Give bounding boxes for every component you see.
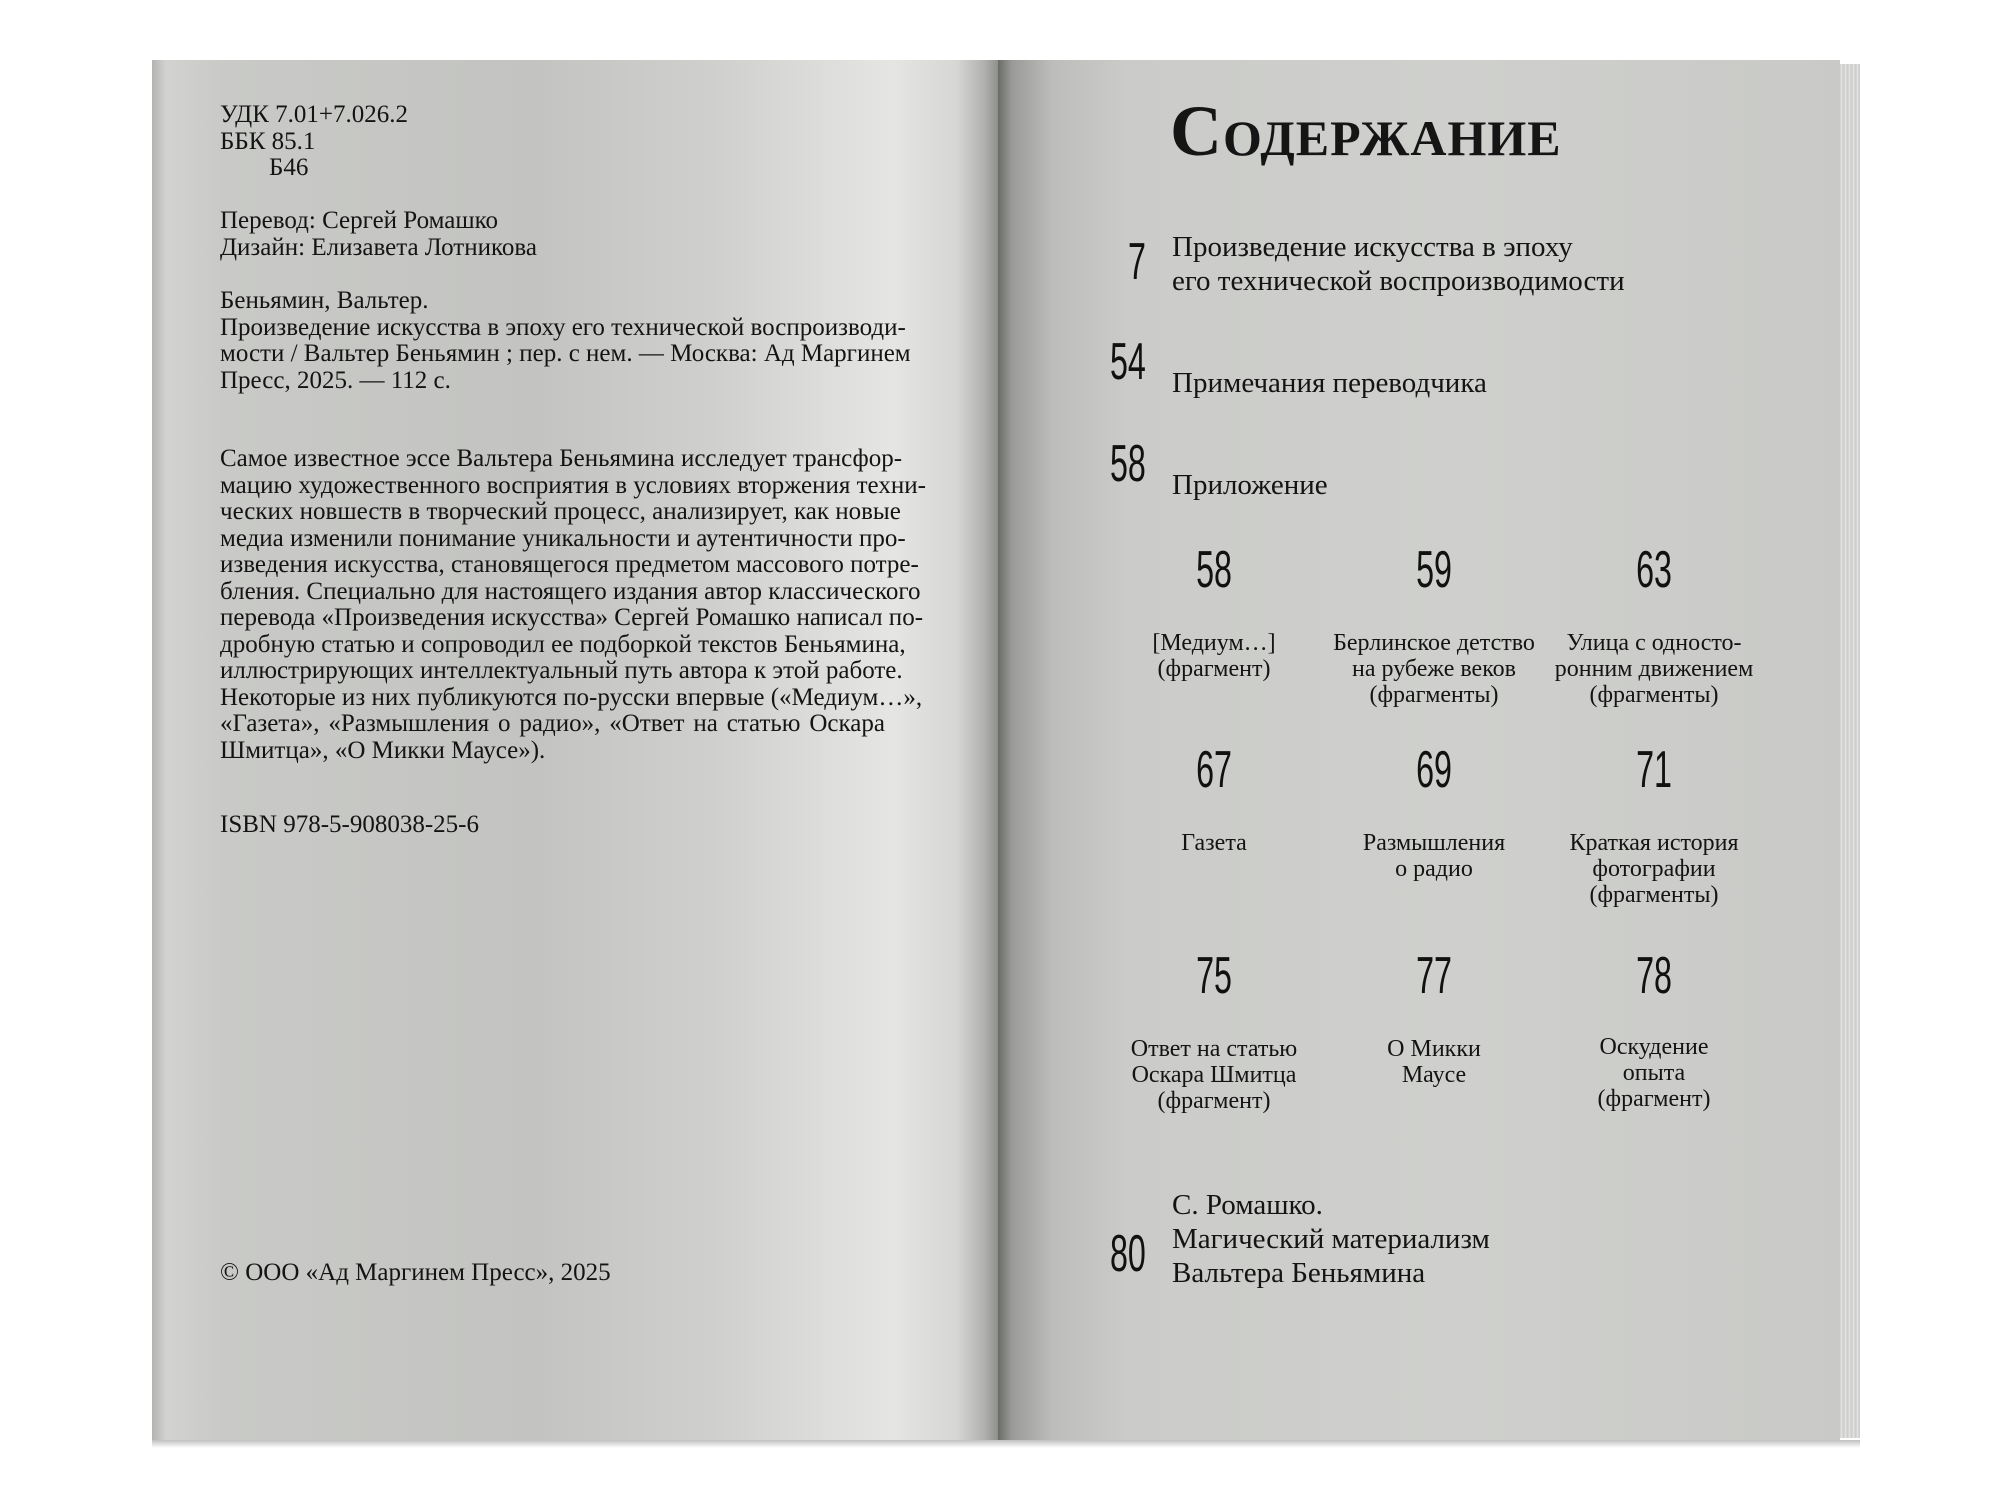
appendix-item [1329,1036,1539,1088]
annotation [220,445,926,764]
contents-title: Содержание [1170,91,1562,171]
bbk-code: ББК 85.1 [220,127,316,155]
appendix-item-line: Краткая история [1569,830,1739,856]
catalog-line: мости / Вальтер Беньямин ; пер. с нем. — Москва: Ад Маргинем [220,340,911,367]
appendix-page-number: 75 [1196,947,1232,1005]
appendix-item-line: Улица с односто- [1566,630,1742,656]
appendix-page-number: 78 [1636,947,1672,1005]
catalog-line: Произведение искусства в эпоху его технической воспроизводи- [220,313,906,341]
annotation-line: Самое известное эссе Вальтера Беньямина исследует трансфор- [220,445,903,472]
appendix-item-line: на рубеже веков [1352,656,1516,682]
annotation-line: медиа изменили понимание уникальности и аутентичности про- [220,524,906,552]
author-mark: Б46 [269,154,309,181]
annotation-line: изведения искусства, становящегося предметом массового потре- [220,551,919,578]
appendix-item-line: Газета [1181,830,1247,856]
toc-page-number: 7 [1128,233,1146,291]
appendix-page-number: 67 [1196,741,1232,799]
appendix-item-line: Ответ на статью [1130,1036,1298,1062]
appendix-item-line: (фрагменты) [1589,682,1719,708]
annotation-line: ческих новшеств в творческий процесс, анализирует, как новые [220,498,901,525]
appendix-item [1329,830,1539,882]
page-edges [1840,64,1860,1438]
toc-entry-line: его технической воспроизводимости [1172,265,1625,297]
appendix-item-line: О Микки [1387,1036,1481,1062]
annotation-line: перевода «Произведения искусства» Сергей Ромашко написал по- [220,604,924,631]
appendix-item-line: Оскара Шмитца [1131,1062,1297,1088]
isbn [220,812,479,839]
toc-entry-line: Магический материализм [1172,1223,1490,1255]
catalog-line: Беньямин, Вальтер. [220,287,429,314]
appendix-page-number: 59 [1416,541,1452,599]
toc-entry-essay [1172,230,1625,298]
annotation-line: «Газета», «Размышления о радио», «Ответ на статью Оскара [220,710,885,737]
appendix-item-line: Оскудение [1599,1034,1709,1060]
appendix-item-line: [Медиум…] [1152,630,1276,656]
appendix-item-line: (фрагменты) [1369,682,1499,708]
toc-entry-afterword [1172,1188,1490,1290]
toc-entry-appendix [1172,468,1328,502]
appendix-item-line: Размышления [1362,830,1506,856]
toc-page-number: 54 [1110,333,1146,391]
toc-entry-line: Приложение [1172,469,1328,501]
udk-code: УДК 7.01+7.026.2 [220,101,409,128]
toc-entry-line: С. Ромашко. [1172,1189,1323,1221]
catalog-record [220,287,911,394]
appendix-item-line: (фрагменты) [1589,882,1719,908]
appendix-item-line: Берлинское детство [1333,630,1535,656]
annotation-line: иллюстрирующих интеллектуальный путь автора к этой работе. [220,657,903,684]
catalog-line: Пресс, 2025. — 112 с. [220,366,451,394]
appendix-item-line: о радио [1395,856,1473,882]
appendix-page-number: 69 [1416,741,1452,799]
credits-block [220,208,537,261]
classification-block [220,102,408,182]
annotation-line: дробную статью и сопроводил ее подборкой текстов Беньямина, [220,630,906,658]
appendix-item-line: фотографии [1592,856,1716,882]
toc-entry-line: Произведение искусства в эпоху [1172,231,1573,263]
appendix-item-line: (фрагмент) [1597,1086,1711,1112]
appendix-item-line: опыта [1622,1060,1686,1086]
appendix-item-line: ронним движением [1554,656,1754,682]
appendix-item [1109,630,1319,682]
appendix-page-number: 71 [1636,741,1672,799]
translator-credit: Перевод: Сергей Ромашко [220,207,498,234]
copyright [220,1260,611,1287]
isbn-text: ISBN 978-5-908038-25-6 [220,811,480,838]
toc-entry-line: Вальтера Беньямина [1172,1257,1426,1289]
appendix-item-line: (фрагмент) [1157,1088,1271,1114]
appendix-item-line: (фрагмент) [1157,656,1271,682]
annotation-line: Шмитца», «О Микки Маусе»). [220,736,546,764]
toc-entry-line: Примечания переводчика [1172,367,1487,399]
appendix-item [1109,830,1319,856]
appendix-item [1329,630,1539,708]
toc-page-number: 80 [1110,1225,1146,1283]
appendix-item [1549,1034,1759,1112]
appendix-item-line: Маусе [1401,1062,1467,1088]
book-shadow [152,1440,1860,1448]
annotation-line: мацию художественного восприятия в условиях вторжения техни- [220,471,926,499]
designer-credit: Дизайн: Елизавета Лотникова [220,233,537,261]
appendix-item [1109,1036,1319,1114]
annotation-line: бления. Специально для настоящего издания автор классического [220,577,921,605]
copyright-text: © ООО «Ад Маргинем Пресс», 2025 [220,1259,611,1286]
toc-page-number: 58 [1110,435,1146,493]
annotation-line: Некоторые из них публикуются по-русски впервые («Медиум…», [220,683,923,711]
toc-entry-notes [1172,366,1487,400]
appendix-item [1549,830,1759,908]
appendix-page-number: 77 [1416,947,1452,1005]
appendix-page-number: 58 [1196,541,1232,599]
appendix-page-number: 63 [1636,541,1672,599]
appendix-item [1549,630,1759,708]
